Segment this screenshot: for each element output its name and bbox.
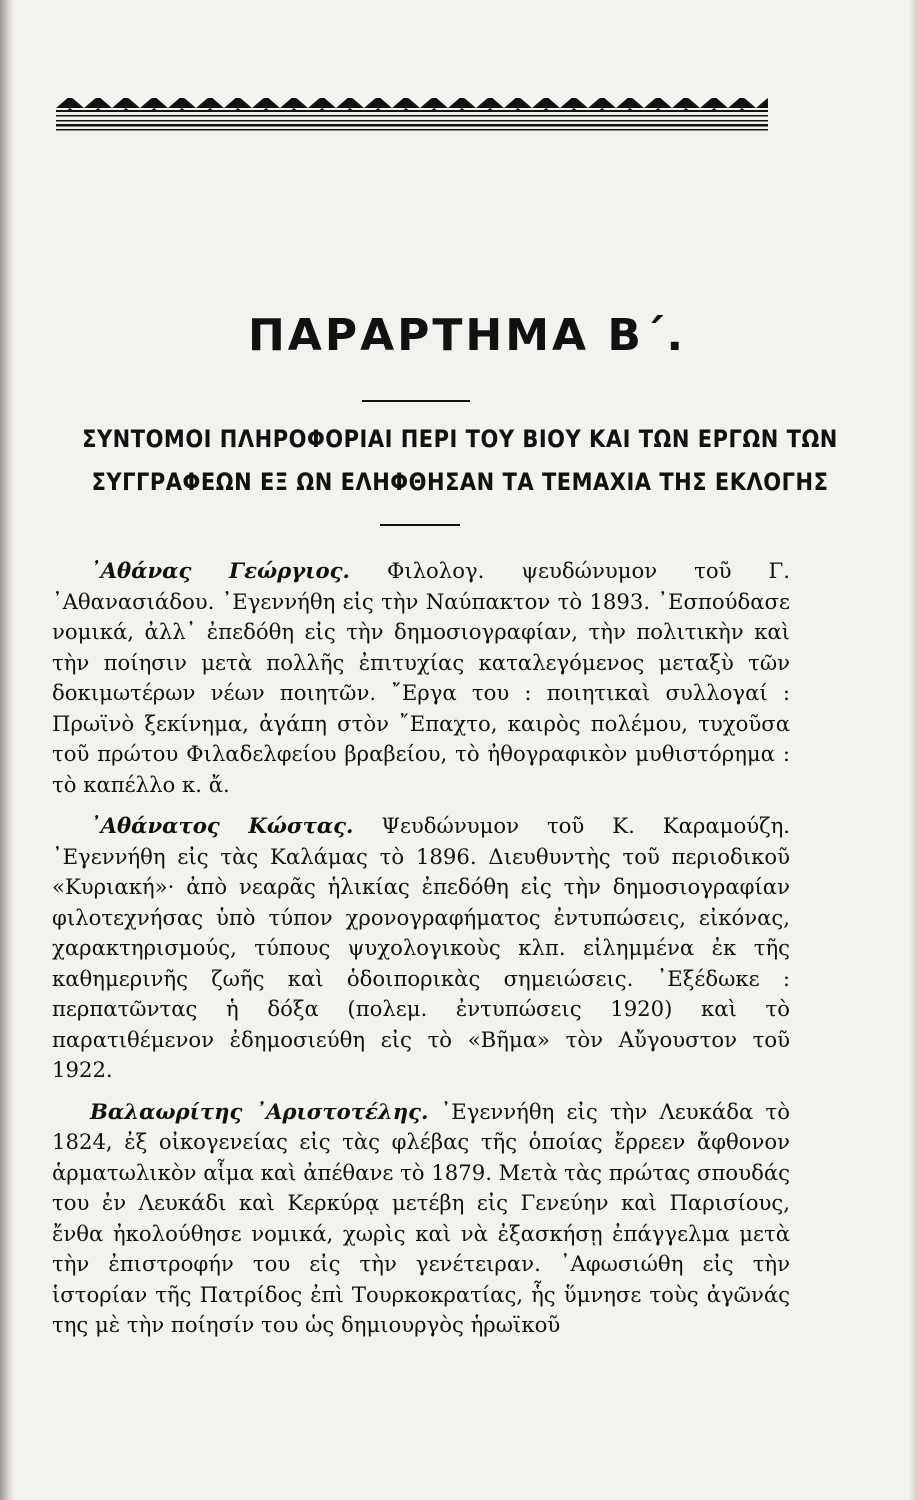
body-text: [52, 556, 790, 1352]
author-entry: [52, 1097, 790, 1341]
section-subtitle: [60, 418, 860, 503]
divider-rule: [362, 400, 470, 402]
author-biography: ᾿Εγεννήθη εἰς τὴν Λευκάδα τὸ 1824, ἐξ οἰκογενείας εἰς τὰς φλέβας τῆς ὁποίας ἔρρεεν ἄφθονον ἁρματωλικὸν αἷμα καὶ ἀπέθανε τὸ 1879. Μετὰ τὰς πρώτας σπουδάς του ἐν Λευκάδι καὶ Κερκύρᾳ μετέβη εἰς Γενεύην καὶ Παρισίους, ἔνθα ἠκολούθησε νομικά, χωρὶς καὶ νὰ ἐξασκήσῃ ἐπάγγελμα μετὰ τὴν ἐπιστροφήν του εἰς τὴν γενέτειραν. ᾿Αφωσιώθη εἰς τὴν ἱστορίαν τῆς Πατρίδος ἐπὶ Τουρκοκρατίας, ἧς ὕμνησε τοὺς ἀγῶνάς της μὲ τὴν ποίησίν του ὡς δημιουργὸς ἡρωϊκοῦ: [52, 1098, 790, 1337]
author-entry: [52, 556, 790, 800]
page-edge-right: [908, 0, 918, 1500]
page-title: ΠΑΡΑΡΤΗΜΑ Β΄.: [247, 310, 687, 361]
page-edge-shadow: [0, 0, 14, 1500]
author-name: Βαλαωρίτης ᾿Αριστοτέλης.: [90, 1098, 429, 1124]
author-biography: Φιλολογ. ψευδώνυμον τοῦ Γ. ᾿Αθανασιάδου. ᾿Εγεννήθη εἰς τὴν Ναύπακτον τὸ 1893. ᾿Εσπούδασε νομικά, ἀλλ᾿ ἐπεδόθη εἰς τὴν δημοσιογραφίαν, τὴν πολιτικὴν καὶ τὴν ποίησιν μετὰ πολλῆς ἐπιτυχίας καταλεγόμενος μεταξὺ τῶν δοκιμωτέρων νέων ποιητῶν. ῎Εργα του : ποιητικαὶ συλλογαί : Πρωϊνὸ ξεκίνημα, ἀγάπη στὸν ῎Επαχτο, καιρὸς πολέμου, τυχοῦσα τοῦ πρώτου Φιλαδελφείου βραβείου, τὸ ἠθογραφικὸν μυθιστόρημα : τὸ καπέλλο κ. ἄ.: [52, 558, 790, 797]
author-name: ᾿Αθάνας Γεώργιος.: [90, 558, 350, 583]
decorative-ornament-band: [56, 96, 768, 136]
subtitle-line-1: ΣΥΝΤΟΜΟΙ ΠΛΗΡΟΦΟΡΙΑΙ ΠΕΡΙ ΤΟΥ ΒΙΟΥ ΚΑΙ ΤΩΝ ΕΡΓΩΝ ΤΩΝ: [82, 425, 838, 453]
author-biography: Ψευδώνυμον τοῦ Κ. Καραμούζη. ᾿Εγεννήθη εἰς τὰς Καλάμας τὸ 1896. Διευθυντὴς τοῦ περιοδικοῦ «Κυριακή»· ἀπὸ νεαρᾶς ἡλικίας ἐπεδόθη εἰς τὴν δημοσιογραφίαν φιλοτεχνήσας ὑπὸ τύπον χρονογραφήματος ἐντυπώσεις, εἰκόνας, χαρακτηρισμούς, τύπους ψυχολογικοὺς κλπ. εἰλημμένα ἐκ τῆς καθημερινῆς ζωῆς καὶ ὁδοιπορικὰς σημειώσεις. ᾿Εξέδωκε : περπατῶντας ἡ δόξα (πολεμ. ἐντυπώσεις 1920) καὶ τὸ παρατιθέμενον ἐδημοσιεύθη εἰς τὸ «Βῆμα» τὸν Αὔγουστον τοῦ 1922.: [52, 813, 790, 1082]
author-entry: [52, 811, 790, 1086]
author-name: ᾿Αθάνατος Κώστας.: [90, 813, 354, 838]
subtitle-line-2: ΣΥΓΓΡΑΦΕΩΝ ΕΞ ΩΝ ΕΛΗΦΘΗΣΑΝ ΤΑ ΤΕΜΑΧΙΑ ΤΗΣ ΕΚΛΟΓΗΣ: [91, 467, 829, 496]
divider-rule: [380, 524, 460, 526]
